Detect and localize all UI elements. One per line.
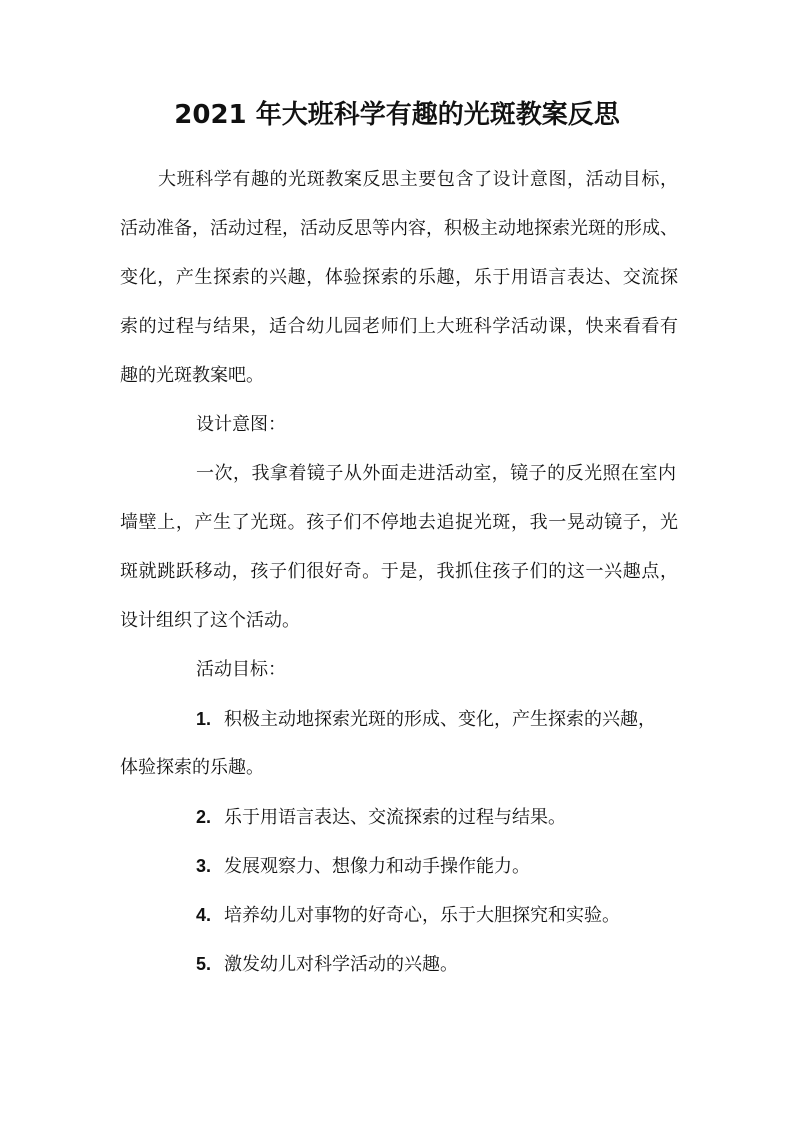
goal-number: 1.: [196, 709, 212, 729]
goal-text: 乐于用语言表达、交流探索的过程与结果。: [224, 807, 566, 828]
goal-item: [196, 805, 566, 830]
goal-number: 3.: [196, 856, 212, 876]
section-heading-goals: 活动目标：: [196, 659, 286, 680]
design-line: 一次，我拿着镜子从外面走进活动室，镜子的反光照在室内: [196, 463, 676, 484]
intro-line: 活动准备，活动过程，活动反思等内容，积极主动地探索光斑的形成、: [120, 218, 678, 239]
intro-line: 大班科学有趣的光斑教案反思主要包含了设计意图，活动目标，: [158, 169, 678, 190]
goal-text: 培养幼儿对事物的好奇心，乐于大胆探究和实验。: [224, 905, 620, 926]
section-heading-design: 设计意图：: [196, 414, 286, 435]
goal-number: 5.: [196, 954, 212, 974]
intro-line: 索的过程与结果，适合幼儿园老师们上大班科学活动课，快来看看有: [120, 316, 678, 337]
goal-item: [196, 854, 530, 879]
goal-number: 2.: [196, 807, 212, 827]
document-title: 2021 年大班科学有趣的光斑教案反思: [174, 100, 620, 130]
intro-line: 变化，产生探索的兴趣，体验探索的乐趣，乐于用语言表达、交流探: [120, 267, 678, 288]
design-line: 设计组织了这个活动。: [120, 610, 300, 631]
goal-text: 积极主动地探索光斑的形成、变化，产生探索的兴趣，: [224, 709, 656, 730]
goal-item: [196, 707, 656, 732]
intro-line: 趣的光斑教案吧。: [120, 365, 264, 386]
goal-item: [196, 952, 458, 977]
design-line: 墙壁上，产生了光斑。孩子们不停地去追捉光斑，我一晃动镜子，光: [120, 512, 678, 533]
goal-item: [196, 903, 620, 928]
goal-text: 激发幼儿对科学活动的兴趣。: [224, 954, 458, 975]
goal-number: 4.: [196, 905, 212, 925]
design-line: 斑就跳跃移动，孩子们很好奇。于是，我抓住孩子们的这一兴趣点，: [120, 561, 678, 582]
goal-item-continued: 体验探索的乐趣。: [120, 757, 264, 778]
goal-text: 发展观察力、想像力和动手操作能力。: [224, 856, 530, 877]
